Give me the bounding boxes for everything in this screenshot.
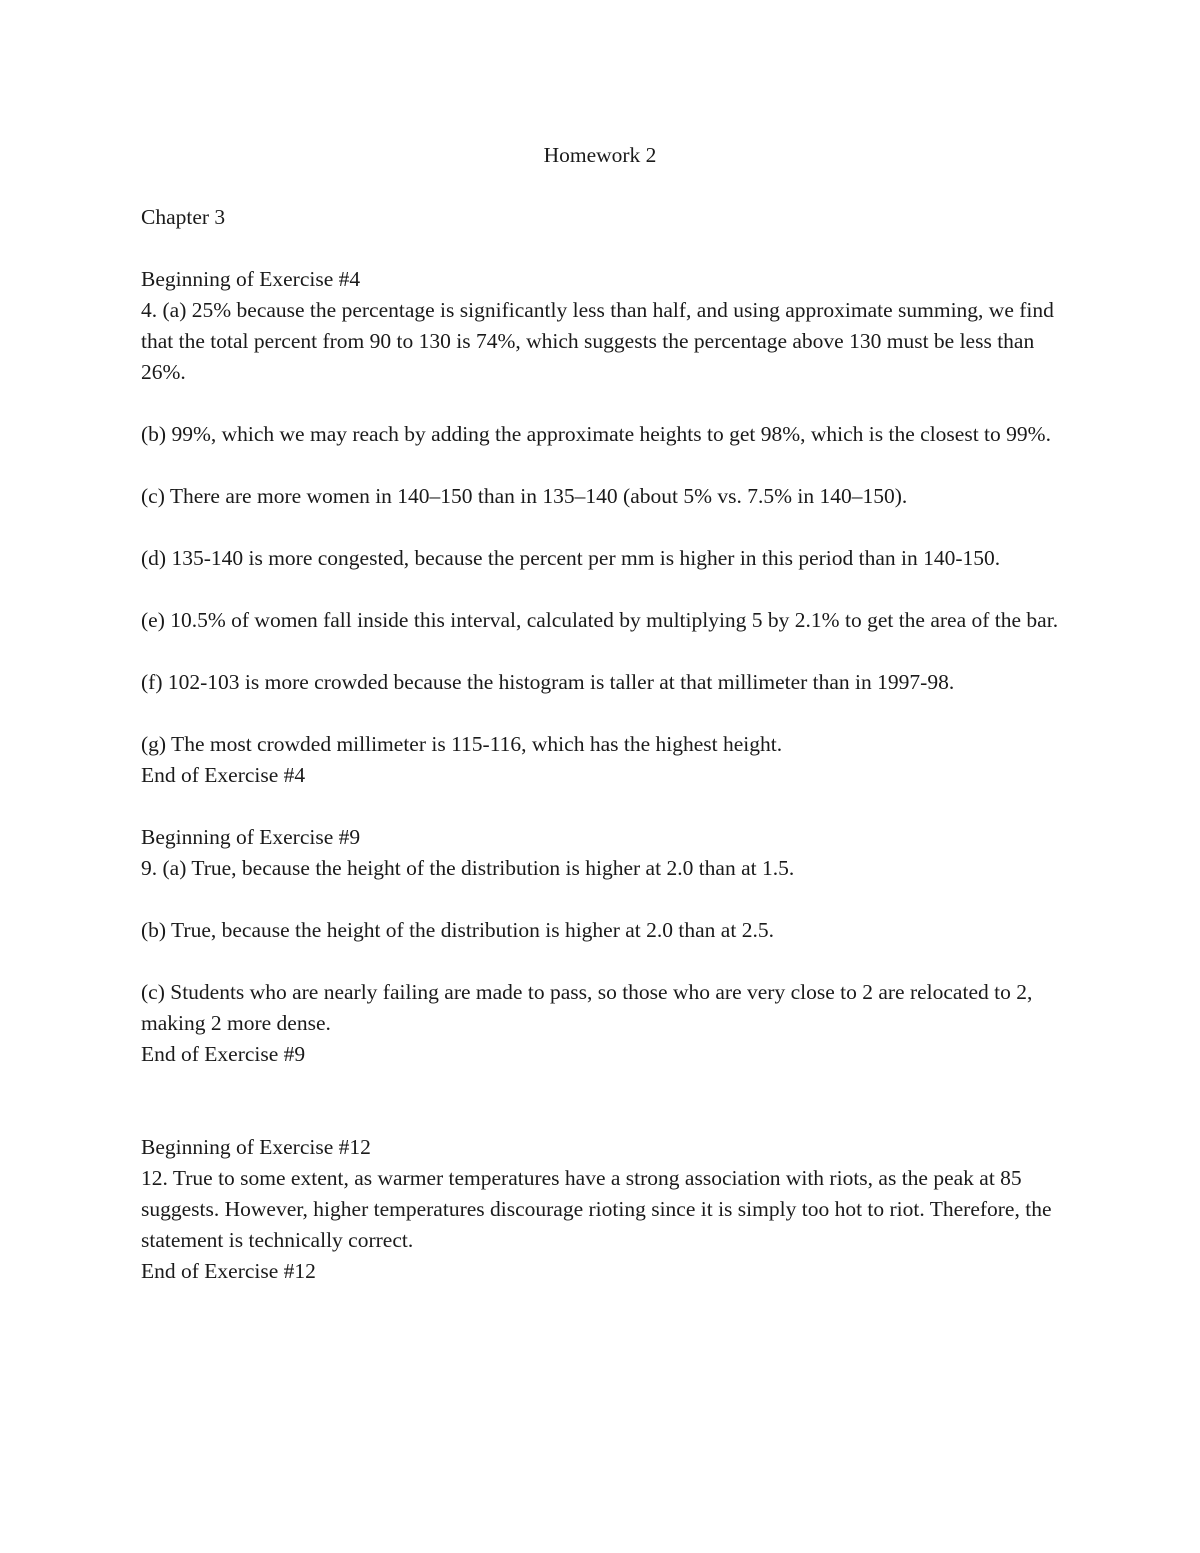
document-title: Homework 2 (543, 143, 657, 167)
exercise-4-end: End of Exercise #4 (141, 763, 306, 787)
exercise-12-end: End of Exercise #12 (141, 1259, 316, 1283)
exercise-4-answer-c: (c) There are more women in 140–150 than in 135–140 (about 5% vs. 7.5% in 140–150). (141, 484, 908, 508)
exercise-4-answer-d: (d) 135-140 is more congested, because the percent per mm is higher in this period than in 140-150. (141, 546, 1001, 570)
exercise-9-answer-b: (b) True, because the height of the distribution is higher at 2.0 than at 2.5. (141, 918, 774, 942)
exercise-4-answer-g: (g) The most crowded millimeter is 115-116, which has the highest height. (141, 732, 783, 756)
exercise-9-answer-c: (c) Students who are nearly failing are made to pass, so those who are very close to 2 are relocated to 2, making 2 more dense. (141, 980, 1038, 1035)
document-page (141, 140, 1071, 1287)
exercise-9-end: End of Exercise #9 (141, 1042, 306, 1066)
exercise-9-answer-a: 9. (a) True, because the height of the distribution is higher at 2.0 than at 1.5. (141, 856, 795, 880)
exercise-4-answer-a: 4. (a) 25% because the percentage is significantly less than half, and using approximate summing, we find that the total percent from 90 to 130 is 74%, which suggests the percentage above 130 must be less than 26%. (141, 298, 1060, 384)
exercise-12-begin: Beginning of Exercise #12 (141, 1135, 371, 1159)
exercise-4-answer-b: (b) 99%, which we may reach by adding the approximate heights to get 98%, which is the closest to 99%. (141, 422, 1051, 446)
exercise-4-answer-e: (e) 10.5% of women fall inside this interval, calculated by multiplying 5 by 2.1% to get the area of the bar. (141, 608, 1059, 632)
exercise-4-begin: Beginning of Exercise #4 (141, 267, 361, 291)
chapter-heading: Chapter 3 (141, 205, 226, 229)
exercise-12-answer: 12. True to some extent, as warmer temperatures have a strong association with riots, as the peak at 85 suggests. However, higher temperatures discourage rioting since it is simply too hot to riot. Therefore, the statement is technically correct. (141, 1166, 1057, 1252)
exercise-4-answer-f: (f) 102-103 is more crowded because the histogram is taller at that millimeter than in 1997-98. (141, 670, 955, 694)
exercise-9-begin: Beginning of Exercise #9 (141, 825, 361, 849)
